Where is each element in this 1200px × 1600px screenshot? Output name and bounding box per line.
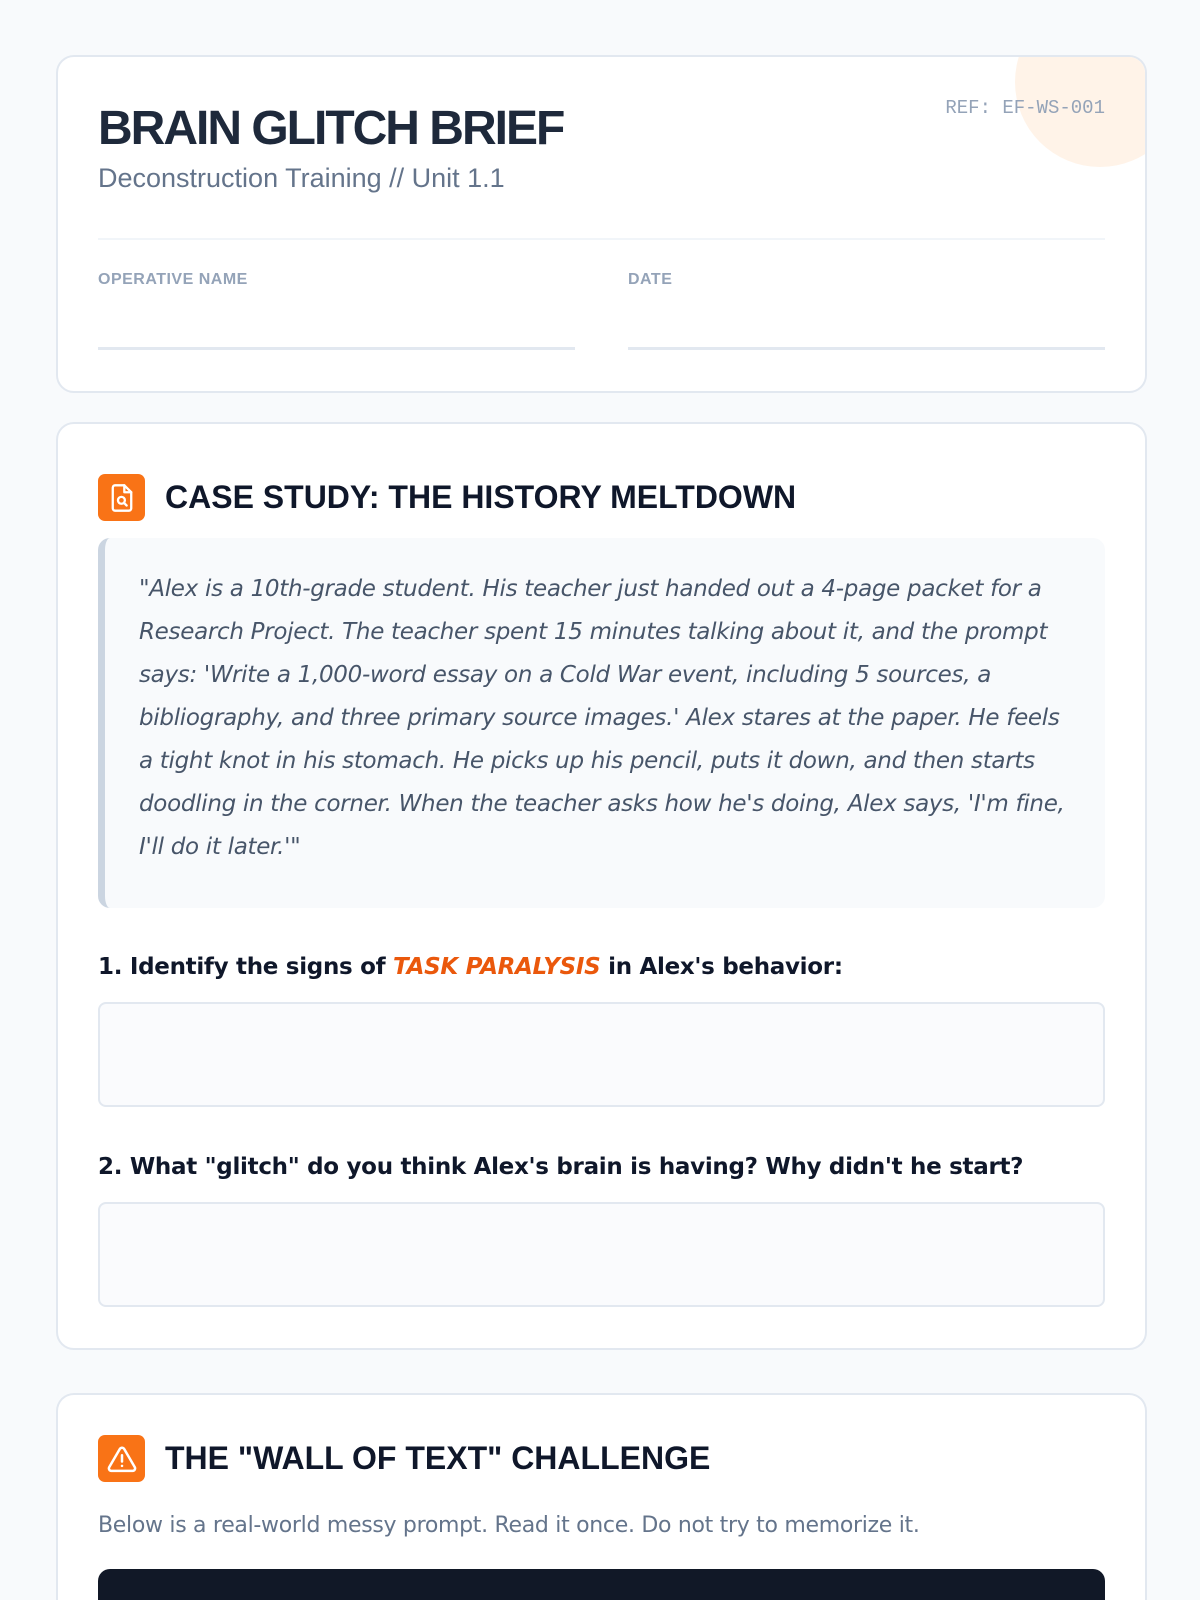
task-paralysis-highlight: TASK PARALYSIS: [393, 954, 601, 980]
question-2: 2. What "glitch" do you think Alex's brain is having? Why didn't he start?: [98, 1154, 1024, 1180]
divider: [98, 238, 1105, 240]
question-1-prefix: 1. Identify the signs of: [98, 954, 394, 980]
file-search-icon: [98, 474, 145, 521]
challenge-card: [56, 1393, 1147, 1600]
question-2-answer[interactable]: [98, 1202, 1105, 1307]
page-subtitle: Deconstruction Training // Unit 1.1: [98, 163, 505, 193]
case-study-title: CASE STUDY: THE HISTORY MELTDOWN: [165, 479, 797, 515]
date-field[interactable]: [628, 347, 1105, 350]
question-1: [98, 954, 843, 980]
page-title: BRAIN GLITCH BRIEF: [98, 102, 564, 155]
date-label: DATE: [628, 271, 673, 288]
warning-icon: [98, 1435, 145, 1482]
case-study-quote: "Alex is a 10th-grade student. His teacher just handed out a 4-page packet for a Research Project. The teacher spent 15 minutes talking about it, and the prompt says: 'Write a 1,000-word essay on a Cold War event, including 5 sources, a bibliography, and three primary source images.' Alex stares at the paper. He feels a tight knot in his stomach. He picks up his pencil, puts it down, and then starts doodling in the corner. When the teacher asks how he's doing, Alex says, 'I'm fine, I'll do it later.'": [98, 538, 1105, 908]
question-1-answer[interactable]: [98, 1002, 1105, 1107]
case-study-card: [56, 422, 1147, 1350]
case-study-header: [98, 474, 796, 521]
operative-name-label: OPERATIVE NAME: [98, 271, 248, 288]
operative-name-field[interactable]: [98, 347, 575, 350]
challenge-description: Below is a real-world messy prompt. Read it once. Do not try to memorize it.: [98, 1513, 920, 1538]
messy-prompt-box: [98, 1569, 1105, 1600]
challenge-header: [98, 1435, 710, 1482]
challenge-title: THE "WALL OF TEXT" CHALLENGE: [165, 1440, 711, 1476]
header-card: [56, 55, 1147, 393]
reference-code: REF: EF-WS-001: [945, 97, 1105, 119]
question-1-suffix: in Alex's behavior:: [600, 954, 843, 980]
